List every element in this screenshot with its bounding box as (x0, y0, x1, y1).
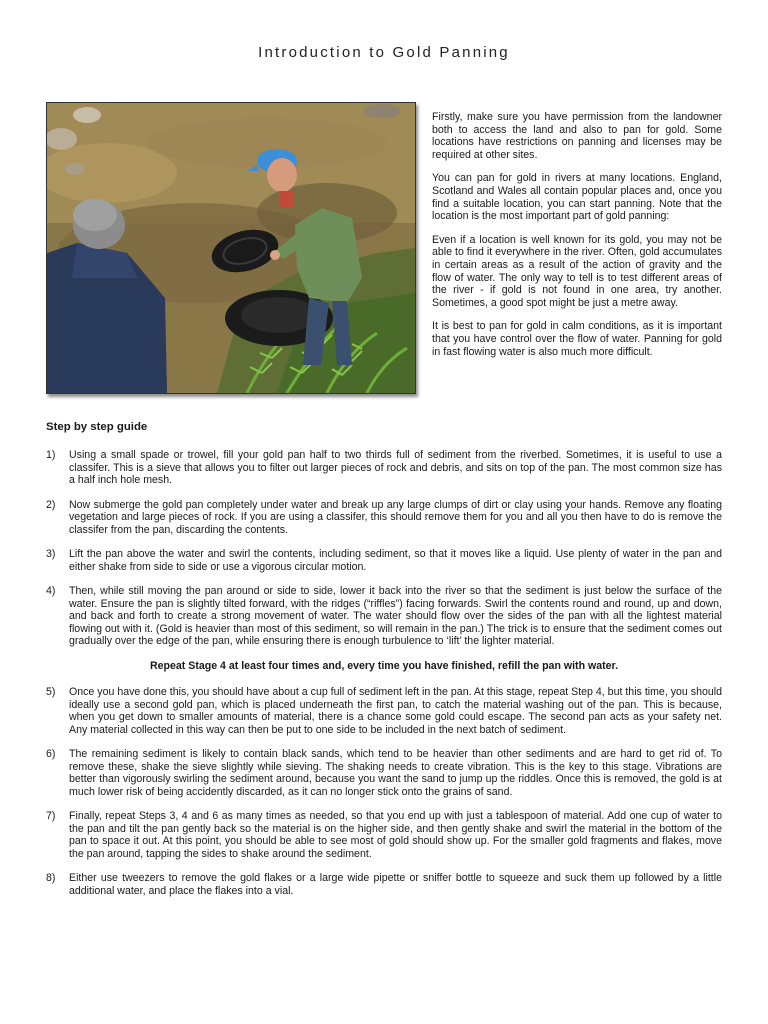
step-item (46, 585, 722, 648)
step-item (46, 748, 722, 798)
intro-paragraph: It is best to pan for gold in calm conditions, as it is important that you have control over the flow of water. Panning for gold in fast flowing water is also much more difficult. (432, 320, 722, 358)
step-number: 7) (46, 810, 56, 822)
step-number: 6) (46, 748, 56, 760)
step-number: 5) (46, 686, 56, 698)
step-text: Once you have done this, you should have about a cup full of sediment left in the pan. At this stage, repeat Step 4, but this time, you should ideally use a second gold pan, which is placed underneath the first pan, to catch the material washing out of the pan. This is because, when you get down to smaller amounts of material, there is a chance some gold could escape. The second pan acts as your safety net. Any material collected in this way can then be put to one side to be included in the next batch of sediment. (69, 686, 722, 736)
step-item (46, 449, 722, 487)
step-number: 4) (46, 585, 56, 597)
step-text: Then, while still moving the pan around or side to side, lower it back into the river so that the sediment is just below the surface of the water. Ensure the pan is slightly tilted forward, with the ridges (“riffles”) facing forwards. Swirl the contents round and round, up and down, and back and forth to create a strong movement of water. The water should flow over the sides of the pan with all the lightest material flowing out with it. (Gold is heavier than most of this sediment, so will remain in the pan.) The trick is to ensure that the sediment comes out gradually over the edge of the pan, while ensuring there is enough turbulence to ‘lift’ the lighter material. (69, 585, 722, 647)
step-text: Either use tweezers to remove the gold flakes or a large wide pipette or sniffer bottle to squeeze and suck them up followed by a little additional water, and place the flakes into a vial. (69, 872, 722, 897)
step-text: Finally, repeat Steps 3, 4 and 6 as many times as needed, so that you end up with just a tablespoon of material. Add one cup of water to the pan and tilt the pan gently back so the material is on the higher side, and then gently shake and swirl the material in the bottom of the pan to space it out. At this point, you should be able to see most of gold should show up. For the smaller gold fragments and flakes, move the pan around, tapping the sides to shake around the sediment. (69, 810, 722, 860)
step-number: 3) (46, 548, 56, 560)
step-item (46, 810, 722, 860)
intro-paragraph: Firstly, make sure you have permission from the landowner both to access the land and also to pan for gold. Some locations have restrictions on panning and licenses may be required at other sites. (432, 111, 722, 161)
page-title: Introduction to Gold Panning (258, 44, 510, 61)
steps-list (46, 449, 722, 909)
step-item (46, 548, 722, 573)
gold-panning-photo (46, 102, 416, 394)
step-item (46, 872, 722, 897)
step-number: 8) (46, 872, 56, 884)
repeat-callout: Repeat Stage 4 at least four times and, every time you have finished, refill the pan with water. (149, 659, 619, 672)
intro-section (432, 111, 722, 369)
step-text: Lift the pan above the water and swirl the contents, including sediment, so that it moves like a liquid. Use plenty of water in the pan and either shake from side to side or use a vigorous circular motion. (69, 548, 722, 573)
step-number: 1) (46, 449, 56, 461)
step-text: The remaining sediment is likely to contain black sands, which tend to be heavier than other sediments and are hard to get rid of. To remove these, shake the sieve slightly while sieving. The shaking needs to create vibration. This is the key to this stage. Vibrations are better than vigorously swirling the sediment around, because you want the sand to jump up the riddles. Once this is removed, the gold is at much lower risk of being accidently discarded, as it can no longer stick onto the grains of sand. (69, 748, 722, 798)
guide-heading: Step by step guide (46, 421, 148, 433)
step-item (46, 686, 722, 736)
step-number: 2) (46, 498, 56, 511)
step-text: Using a small spade or trowel, fill your gold pan half to two thirds full of sediment from the riverbed. Sometimes, it is useful to use a classifer. This is a sieve that allows you to filter out larger pieces of rock and debris, and sits on top of the pan. The most common size has a half inch hole mesh. (69, 449, 722, 486)
intro-paragraph: You can pan for gold in rivers at many locations. England, Scotland and Wales all contain popular places and, once you find a suitable location, you can start panning. Note that the location is the most important part of gold panning: (432, 172, 722, 223)
intro-paragraph: Even if a location is well known for its gold, you may not be able to find it everywhere in the river. Often, gold accumulates in certain areas as a result of the action of gravity and the flow of water. The only way to tell is to test different areas of the river - if gold is not found in one area, try another. Sometimes, a good spot might be just a metre away. (432, 233, 722, 309)
step-text: Now submerge the gold pan completely under water and break up any large clumps of dirt or clay using your hands. Remove any floating vegetation and large pieces of rock. If you are using a classifer, this should remove them for you and all you then have to do is remove the classifer from the pan, discarding the contents. (69, 498, 722, 536)
step-item (46, 499, 722, 537)
